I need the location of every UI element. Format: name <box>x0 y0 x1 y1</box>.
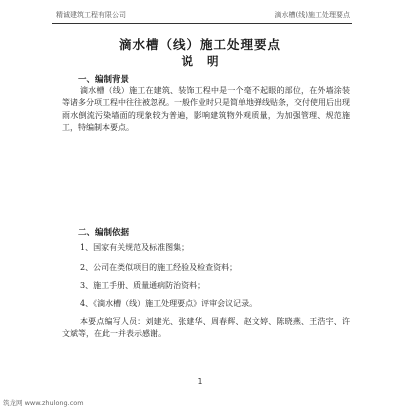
document-title: 滴水槽（线）施工处理要点 <box>118 37 281 52</box>
document-subtitle: 说明 <box>181 54 233 68</box>
header-divider <box>52 23 352 24</box>
basis-item-4: 4、《滴水槽（线）施工处理要点》评审会议记录。 <box>80 299 258 308</box>
section-heading-basis: 二、编制依据 <box>78 228 130 238</box>
section-heading-background: 一、编制背景 <box>78 75 130 85</box>
footer-watermark: 筑龙网 www.zhulong.com <box>3 399 84 407</box>
page-number: 1 <box>197 377 203 386</box>
header-company: 精诚建筑工程有限公司 <box>56 11 126 19</box>
basis-item-1: 1、国家有关规范及标准图集； <box>80 243 190 252</box>
basis-item-2: 2、公司在类似项目的施工经验及检查资料； <box>80 263 238 272</box>
header-doc-title: 滴水槽(线)施工处理要点 <box>274 11 350 19</box>
contributors-paragraph: 本要点编写人员：刘建光、张建华、周春辉、赵文婷、陈晓燕、王浩宇、许文斌等，在此一并表示感谢。 <box>62 317 350 339</box>
basis-item-3: 3、施工手册、质量通病防治资料； <box>80 281 206 290</box>
background-paragraph: 滴水槽（线）施工在建筑、装饰工程中是一个毫不起眼的部位，在外墙涂装等诸多分项工程中往往被忽视。一般作业时只是简单地弹线贴条，交付使用后出现雨水倒流污染墙面的现象较为普遍，影响建筑物外观质量，为加强管理、规范施工，特编制本要点。 <box>62 86 350 132</box>
